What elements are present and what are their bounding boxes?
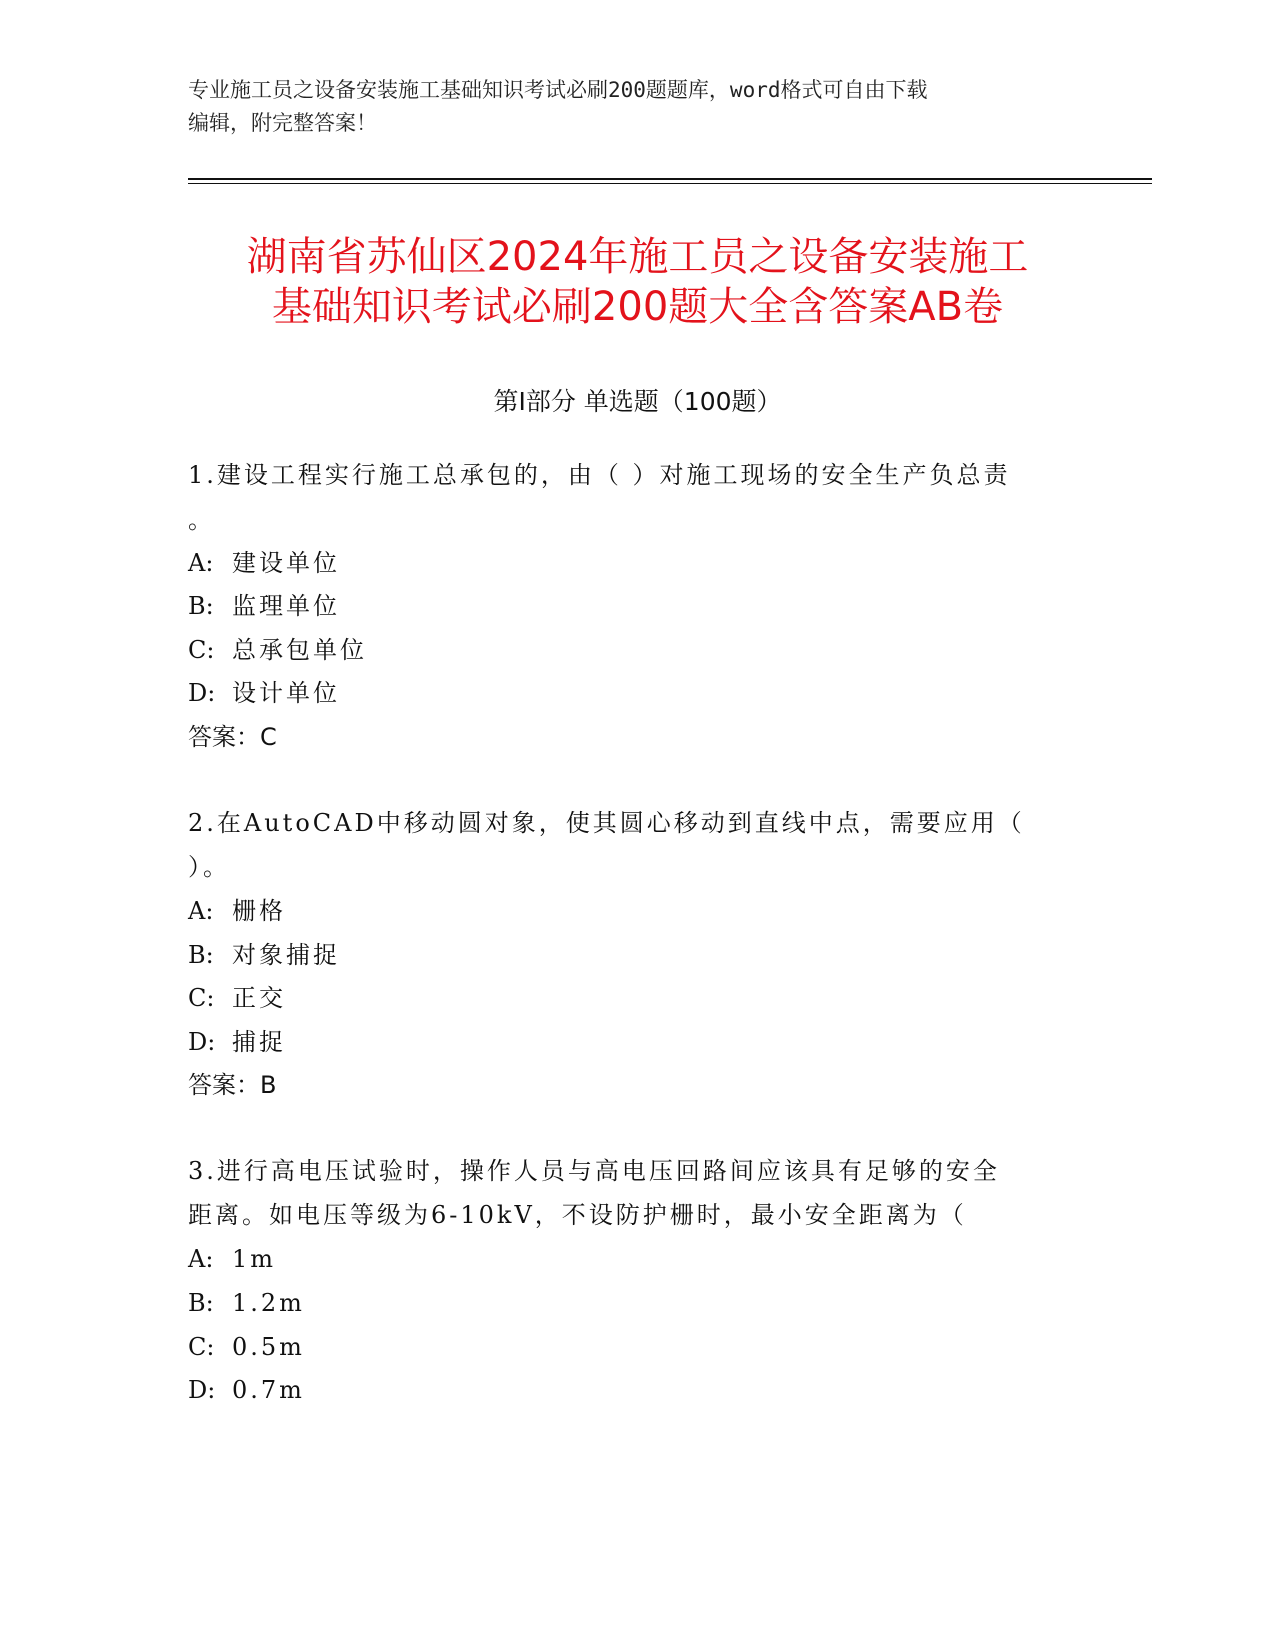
option-label: C: [188, 1333, 215, 1361]
option-text: 捕捉 [232, 1028, 286, 1056]
intro-line-2: 编辑，附完整答案！ [188, 111, 377, 135]
document-intro [188, 74, 1088, 140]
question-1-option-c [188, 634, 367, 666]
option-label: D: [188, 1376, 216, 1404]
question-1-text-line-2: 。 [188, 506, 215, 534]
question-2-option-c [188, 982, 286, 1014]
question-3-option-a [188, 1243, 276, 1275]
intro-line-1: 专业施工员之设备安装施工基础知识考试必刷200题题库，word格式可自由下载 [188, 78, 928, 102]
header-divider-thin [188, 183, 1152, 184]
question-3-option-c [188, 1331, 305, 1363]
option-text: 总承包单位 [232, 636, 367, 664]
option-text: 1.2m [232, 1289, 305, 1317]
option-label: D: [188, 679, 216, 707]
question-1-text-line-1: 1.建设工程实行施工总承包的，由（ ）对施工现场的安全生产负总责 [188, 461, 1011, 489]
question-1-option-d [188, 677, 340, 709]
option-text: 0.7m [232, 1376, 305, 1404]
option-label: A: [188, 897, 214, 925]
question-3-option-b [188, 1287, 305, 1319]
question-2-option-a [188, 895, 286, 927]
option-text: 0.5m [232, 1333, 305, 1361]
question-3-text-line-1: 3.进行高电压试验时，操作人员与高电压回路间应该具有足够的安全 [188, 1157, 1000, 1185]
question-1-option-a [188, 547, 340, 579]
question-1-answer: 答案：C [188, 723, 277, 751]
option-text: 1m [232, 1245, 277, 1273]
question-2-text-line-2: ）。 [188, 853, 230, 881]
option-label: A: [188, 1245, 214, 1273]
document-title-line-2: 基础知识考试必刷200题大全含答案AB卷 [271, 284, 1004, 330]
option-text: 栅格 [232, 897, 286, 925]
section-heading: 第Ⅰ部分 单选题（100题） [493, 387, 782, 416]
option-text: 正交 [232, 984, 286, 1012]
question-2-answer: 答案：B [188, 1071, 277, 1099]
option-text: 设计单位 [232, 679, 340, 707]
question-2-text-line-1: 2.在AutoCAD中移动圆对象，使其圆心移动到直线中点，需要应用（ [188, 809, 1025, 837]
option-label: B: [188, 1289, 214, 1317]
question-1-option-b [188, 590, 340, 622]
option-label: B: [188, 592, 214, 620]
option-text: 建设单位 [232, 549, 340, 577]
question-3-text-line-2: 距离。如电压等级为6-10kV，不设防护栅时，最小安全距离为（ [188, 1201, 967, 1229]
question-3-option-d [188, 1374, 305, 1406]
option-text: 对象捕捉 [232, 941, 340, 969]
question-2-option-b [188, 939, 340, 971]
header-divider-thick [188, 178, 1152, 180]
option-label: C: [188, 984, 215, 1012]
option-label: D: [188, 1028, 216, 1056]
document-title-line-1: 湖南省苏仙区2024年施工员之设备安装施工 [246, 234, 1029, 280]
question-2-option-d [188, 1026, 286, 1058]
option-label: C: [188, 636, 215, 664]
option-label: A: [188, 549, 214, 577]
option-text: 监理单位 [232, 592, 340, 620]
option-label: B: [188, 941, 214, 969]
